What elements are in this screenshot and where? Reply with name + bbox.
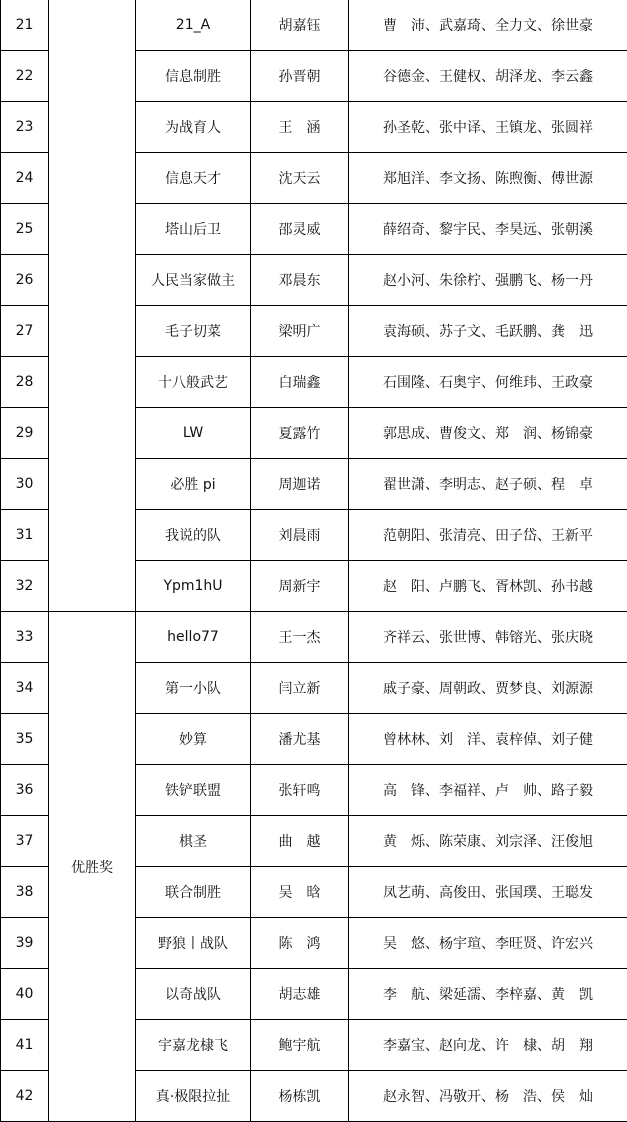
row-number: 23 [1, 102, 49, 153]
table-row [1, 612, 627, 663]
row-number: 40 [1, 969, 49, 1020]
award-level-cell [49, 0, 136, 612]
team-name: 联合制胜 [136, 867, 251, 918]
team-leader: 邓晨东 [251, 255, 349, 306]
row-number: 33 [1, 612, 49, 663]
team-leader: 闫立新 [251, 663, 349, 714]
row-number: 31 [1, 510, 49, 561]
row-number: 37 [1, 816, 49, 867]
team-leader: 刘晨雨 [251, 510, 349, 561]
team-leader: 鲍宇航 [251, 1020, 349, 1071]
team-leader: 周新宇 [251, 561, 349, 612]
team-leader: 潘尤基 [251, 714, 349, 765]
row-number: 21 [1, 0, 49, 51]
team-members: 齐祥云、张世博、韩镕光、张庆晓 [349, 612, 627, 663]
team-members: 李 航、梁延濡、李梓嘉、黄 凯 [349, 969, 627, 1020]
row-number: 38 [1, 867, 49, 918]
team-name: 毛子切菜 [136, 306, 251, 357]
team-members: 吴 悠、杨宇瑄、李旺贤、许宏兴 [349, 918, 627, 969]
team-name: 宇嘉龙棣飞 [136, 1020, 251, 1071]
row-number: 26 [1, 255, 49, 306]
row-number: 30 [1, 459, 49, 510]
team-members: 石围隆、石奥宇、何维玮、王政豪 [349, 357, 627, 408]
team-name: 信息天才 [136, 153, 251, 204]
team-leader: 梁明广 [251, 306, 349, 357]
row-number: 35 [1, 714, 49, 765]
team-name: 人民当家做主 [136, 255, 251, 306]
team-members: 黄 烁、陈荣康、刘宗泽、汪俊旭 [349, 816, 627, 867]
team-members: 曾林林、刘 洋、袁梓倬、刘子健 [349, 714, 627, 765]
table-row [1, 0, 627, 51]
team-name: 真·极限拉扯 [136, 1071, 251, 1122]
team-name: 棋圣 [136, 816, 251, 867]
team-leader: 陈 鸿 [251, 918, 349, 969]
team-members: 袁海硕、苏子文、毛跃鹏、龚 迅 [349, 306, 627, 357]
team-name: 我说的队 [136, 510, 251, 561]
team-name: hello77 [136, 612, 251, 663]
team-name: 铁铲联盟 [136, 765, 251, 816]
team-members: 戚子豪、周朝政、贾梦良、刘源源 [349, 663, 627, 714]
team-members: 曹 沛、武嘉琦、全力文、徐世豪 [349, 0, 627, 51]
row-number: 28 [1, 357, 49, 408]
team-leader: 白瑞鑫 [251, 357, 349, 408]
row-number: 41 [1, 1020, 49, 1071]
row-number: 36 [1, 765, 49, 816]
team-leader: 曲 越 [251, 816, 349, 867]
team-name: Ypm1hU [136, 561, 251, 612]
team-name: 以奇战队 [136, 969, 251, 1020]
row-number: 34 [1, 663, 49, 714]
team-members: 郑旭洋、李文扬、陈煦衡、傅世源 [349, 153, 627, 204]
team-leader: 王一杰 [251, 612, 349, 663]
team-members: 赵小河、朱徐柠、强鹏飞、杨一丹 [349, 255, 627, 306]
team-leader: 周迦诺 [251, 459, 349, 510]
team-members: 孙圣乾、张中译、王镇龙、张圆祥 [349, 102, 627, 153]
row-number: 42 [1, 1071, 49, 1122]
row-number: 25 [1, 204, 49, 255]
team-leader: 夏露竹 [251, 408, 349, 459]
team-leader: 吴 晗 [251, 867, 349, 918]
row-number: 29 [1, 408, 49, 459]
team-name: 塔山后卫 [136, 204, 251, 255]
row-number: 39 [1, 918, 49, 969]
team-leader: 张轩鸣 [251, 765, 349, 816]
row-number: 27 [1, 306, 49, 357]
row-number: 22 [1, 51, 49, 102]
team-name: 十八般武艺 [136, 357, 251, 408]
team-leader: 王 涵 [251, 102, 349, 153]
team-members: 高 锋、李福祥、卢 帅、路子毅 [349, 765, 627, 816]
team-leader: 杨栋凯 [251, 1071, 349, 1122]
team-name: 妙算 [136, 714, 251, 765]
row-number: 24 [1, 153, 49, 204]
team-members: 赵 阳、卢鹏飞、胥林凯、孙书越 [349, 561, 627, 612]
team-members: 翟世潇、李明志、赵子硕、程 卓 [349, 459, 627, 510]
team-name: LW [136, 408, 251, 459]
table-body [1, 0, 627, 1122]
team-name: 第一小队 [136, 663, 251, 714]
team-members: 赵永智、冯敬开、杨 浩、侯 灿 [349, 1071, 627, 1122]
team-members: 凤艺萌、高俊田、张国璞、王聪发 [349, 867, 627, 918]
team-members: 郭思成、曹俊文、郑 润、杨锦豪 [349, 408, 627, 459]
row-number: 32 [1, 561, 49, 612]
team-members: 谷德金、王健权、胡泽龙、李云鑫 [349, 51, 627, 102]
team-leader: 沈天云 [251, 153, 349, 204]
team-name: 21_A [136, 0, 251, 51]
award-level-cell: 优胜奖 [49, 612, 136, 1122]
team-name: 为战育人 [136, 102, 251, 153]
team-members: 李嘉宝、赵向龙、许 棣、胡 翔 [349, 1020, 627, 1071]
team-leader: 孙晋朝 [251, 51, 349, 102]
team-leader: 胡嘉钰 [251, 0, 349, 51]
team-name: 野狼丨战队 [136, 918, 251, 969]
team-leader: 胡志雄 [251, 969, 349, 1020]
team-leader: 邵灵威 [251, 204, 349, 255]
team-members: 薛绍奇、黎宇民、李昊远、张朝溪 [349, 204, 627, 255]
team-members: 范朝阳、张清亮、田子岱、王新平 [349, 510, 627, 561]
team-name: 必胜 pi [136, 459, 251, 510]
team-name: 信息制胜 [136, 51, 251, 102]
